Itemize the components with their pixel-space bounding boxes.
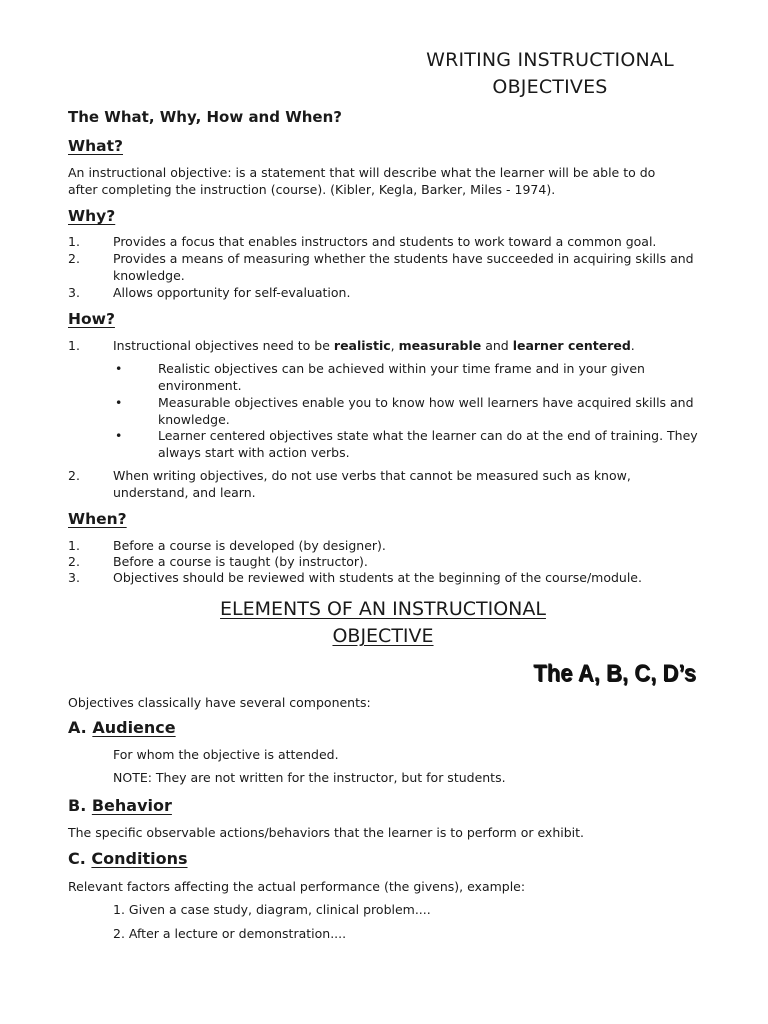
bullet-icon: • [115,395,123,410]
conditions-example-1: 1. Given a case study, diagram, clinical problem.... [113,902,431,917]
list-text: Before a course is developed (by designer). [113,538,386,553]
heading-label: Audience [92,718,176,737]
list-text-line-1: Provides a means of measuring whether the students have succeeded in acquiring skills and [113,251,694,266]
list-number: 1. [68,538,80,553]
list-number: 1. [68,338,80,353]
bold-realistic: realistic [333,338,391,353]
behavior-text: The specific observable actions/behaviors that the learner is to perform or exhibit. [68,825,585,840]
list-text: Provides a focus that enables instructors and students to work toward a common goal. [113,234,657,249]
list-text: Before a course is taught (by instructor). [113,554,368,569]
elements-title [200,596,566,650]
conditions-text: Relevant factors affecting the actual performance (the givens), example: [68,879,526,894]
list-number: 2. [68,468,80,483]
heading-label: Conditions [91,849,188,868]
list-text-line-2: understand, and learn. [113,484,256,500]
document-title [400,47,700,101]
conditions-heading [68,849,188,868]
list-text: Allows opportunity for self-evaluation. [113,285,351,300]
list-text-line-2: knowledge. [113,267,185,283]
elements-title-line-1: ELEMENTS OF AN INSTRUCTIONAL [220,598,546,620]
heading-letter: A. [68,718,87,737]
why-heading: Why? [68,207,116,225]
list-number: 2. [68,554,80,569]
bullet-line-2: environment. [158,377,242,393]
audience-heading [68,718,176,737]
what-paragraph [68,164,708,198]
text-run: , [390,338,399,353]
list-number: 1. [68,234,80,249]
title-line-1: WRITING INSTRUCTIONAL [426,49,674,71]
list-text-line-1: When writing objectives, do not use verbs that cannot be measured such as know, [113,468,631,483]
what-line-1: An instructional objective: is a statement that will describe what the learner will be able to do [68,165,656,180]
heading-letter: C. [68,849,86,868]
bullet-icon: • [115,428,123,443]
heading-letter: B. [68,796,87,815]
bullet-text [158,395,713,428]
list-text [113,468,703,501]
bullet-text [158,361,713,394]
audience-line-1: For whom the objective is attended. [113,747,339,762]
list-number: 3. [68,285,80,300]
behavior-heading [68,796,172,815]
bullet-line-1: Realistic objectives can be achieved within your time frame and in your given [158,361,645,376]
when-heading: When? [68,510,127,528]
text-run: and [481,338,513,353]
bullet-line-1: Learner centered objectives state what the learner can do at the end of training. They [158,428,698,443]
section-subtitle: The What, Why, How and When? [68,108,342,126]
audience-line-2: NOTE: They are not written for the instructor, but for students. [113,770,506,785]
list-text [113,338,703,355]
elements-title-line-2: OBJECTIVE [332,625,434,647]
title-line-2: OBJECTIVES [492,76,608,98]
text-run: Instructional objectives need to be [113,338,334,353]
abcd-title: The A, B, C, D’s [533,660,696,687]
conditions-example-2: 2. After a lecture or demonstration.... [113,926,347,941]
components-intro: Objectives classically have several components: [68,695,371,710]
how-heading: How? [68,310,115,328]
text-run: . [630,338,635,353]
bullet-line-2: always start with action verbs. [158,444,350,460]
bold-learner-centered: learner centered [512,338,631,353]
bullet-line-2: knowledge. [158,411,230,427]
what-heading: What? [68,137,123,155]
bold-measurable: measurable [398,338,482,353]
what-line-2: after completing the instruction (course). (Kibler, Kegla, Barker, Miles - 1974). [68,182,556,197]
list-number: 2. [68,251,80,266]
list-text: Objectives should be reviewed with students at the beginning of the course/module. [113,570,642,585]
list-number: 3. [68,570,80,585]
list-text [113,251,703,284]
bullet-line-1: Measurable objectives enable you to know how well learners have acquired skills and [158,395,694,410]
bullet-text [158,428,713,461]
bullet-icon: • [115,361,123,376]
heading-label: Behavior [91,796,172,815]
